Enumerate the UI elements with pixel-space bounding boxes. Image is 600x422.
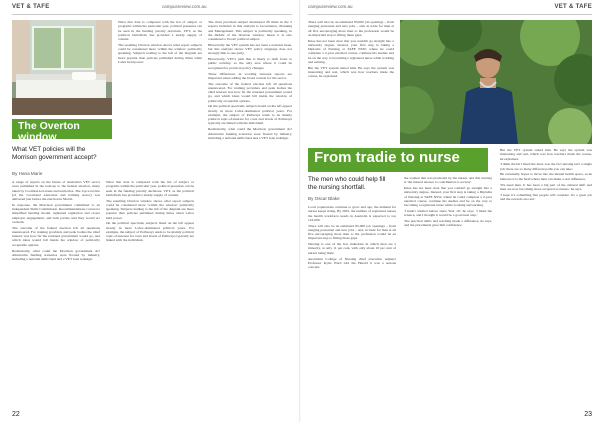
article-deck-left: What VET policies will the Morrison government accept? <box>12 146 97 161</box>
paragraph: He eventually hopes to move into the mental health space, as he believes it is the field where men can make a real difference. <box>500 172 592 181</box>
paragraph: The outcome of the federal election left all questions unanswered. For training providers and peak bodies the chief interest was how far the returned government would go, and which ideas would fall inside the window of politically acceptable options. <box>12 225 100 247</box>
paragraph: On the political spectrum, subjects listed on the left appear mostly in more Labor-dominated political years. For example, the subject of Pathways tends to be mainly political topic-of-interest for costs and levels of Pathways typically are linked with the individual. <box>106 221 194 243</box>
body-column-left-1 <box>12 180 100 402</box>
paragraph: The practical skills and teaching made a difference, he says, and the placements gave him confidence. <box>404 219 492 228</box>
section-label-right: VET & TAFE <box>554 4 592 10</box>
bedroom-window-photo <box>12 20 112 115</box>
paragraph: A range of reports on the future of Australia's VET sector were published in the lead-up to the federal election, many taken by Coalition-led states and territories. The Joyce review (of the vocational education and training sector) was delivered just before the election in March. <box>12 180 100 201</box>
body-column-right-2 <box>404 176 492 402</box>
paragraph: But the VET system suited him. He says the system was interesting and real, which was how teachers made the course, he explained. <box>308 65 394 79</box>
byline-left: By Hana Marie <box>12 171 43 176</box>
paragraph: There will also be an estimated 85,000 job openings – from unaging personnel and new jobs – and, in trade for men at all five encouraging more men to the profession would be an important step to filling these gaps. <box>308 20 394 37</box>
right-page <box>300 0 600 422</box>
body-column-right-top <box>308 20 394 144</box>
paragraph: Knee has not been clear that you couldn't go straight into a university degree. Instead, your first step is taking a Diploma of Nursing at TAFE NSW, where he could complete a 2-year enrolled course, continue his studies and be on the way to becoming a registered nurse while working and earning. <box>404 186 492 208</box>
paragraph: the women that was promoted by the nurses, and that nursing is 'the natural answer to contribution to society'. <box>404 176 492 185</box>
paragraph: What that data is compared with the list of subject or programs within the particular year, political pressures can be seen in the funding priority decisions. VET, as the political battlefield, has provided a steady supply of content. <box>118 20 202 41</box>
paragraph: Realistically, what could the Morrison government do? Alternative funding scenarios were floated by industry, including a national skills fund and a VET loan redesign. <box>12 248 100 262</box>
nurse-student-photo <box>400 20 592 144</box>
section-label-left: VET & TAFE <box>12 4 50 10</box>
article-deck-right: The men who could help fill the nursing shortfall. <box>308 176 386 191</box>
body-column-left-3 <box>208 20 292 402</box>
paragraph: Historically, VET's path that is likely to shift focus to public scrutiny, as the only area where it could be recognised for practical policy changes. <box>208 57 292 70</box>
byline-right: By Oscar Blake <box>308 196 340 201</box>
paragraph: Nursing is one of the few industries in which men are a minority, at only 11 per cent, with only about 10 per cent of nurses being male. <box>308 242 396 255</box>
article-headline-right: From tradie to nurse <box>308 148 488 172</box>
paragraph: The resulting Overton window shows what report subjects could be considered more 'within the window' politically speaking. Subjects leading to the left of the diagram are more popular than policies published during times when Labor held power. <box>106 198 194 220</box>
paragraph: The outcome of the federal election left all questions unanswered. For training providers and peak bodies the chief interest was how far the returned government would go, and which ideas would fall inside the window of politically acceptable options. <box>208 81 292 103</box>
paragraph: In response, the Morrison government committed to an independent Skills Commission. Recommendations covered a simplified funding model, tightened regulation and closer employer engagement, and both parties said they would act on them. <box>12 202 100 224</box>
paragraph: What that data is compared with the list of subject or programs within the particular year, political pressures can be seen in the funding priority decisions. VET, as the political battlefield, has provided a steady supply of content. <box>106 180 194 197</box>
paragraph: The most prevalent subject mentioned 28 times in the 5 reports included in this analysis is Governance, Planning and Management. This subject is politically speaking, in the middle of the Overton window, hence it is also considered a 'broad' political subject. <box>208 20 292 41</box>
page-number-right: 23 <box>584 411 592 418</box>
paragraph: The resulting Overton window shows what report subjects could be considered more 'within the window' politically speaking. Subjects leading to the left of the diagram are more popular than policies published during times when Labor held power. <box>118 42 202 64</box>
paragraph: 'I hadn't studied before since Year 10,' he says. 'I liked the science, and I thought it would be a good next step.' <box>404 208 492 218</box>
body-column-left-2 <box>106 180 194 402</box>
body-column-left-2-top <box>118 20 202 170</box>
paragraph: 'I hope it's something that people will consider. It's a great job and the rewards are real.' <box>500 192 592 201</box>
paragraph: Knee has not been clear that you couldn't go straight into a university degree. Instead, your first step is taking a Diploma of Nursing at TAFE NSW, where he could complete a 2-year enrolled course, continue his studies and be on the way to becoming a registered nurse while working and earning. <box>308 38 394 64</box>
paragraph: Realistically, what could the Morrison government do? Alternative funding scenarios were floated by industry, including a national skills fund and a VET loan redesign. <box>208 127 292 140</box>
paragraph: 'I think the bit I liked the most was the fact nursing isn't a single job; there are so many different paths you can take.' <box>500 162 592 171</box>
paragraph: There will also be an estimated 85,000 job openings – from unaging personnel and new jobs – and, in trade for men at all five encouraging more men to the profession would be an important step to filling these gaps. <box>308 223 396 241</box>
body-column-right-3 <box>500 148 592 402</box>
paragraph: But the VET system suited him. He says the system was interesting and real, which was how teachers made the course, he explained. <box>500 148 592 161</box>
header-rule-left <box>12 14 292 15</box>
site-url-left: campusreview.com.au <box>162 4 207 9</box>
body-column-right-1 <box>308 205 396 402</box>
paragraph: Australian College of Nursing chief executive Adjunct Professor Kylie Ward told the Herald it was a serious concern. <box>308 256 396 270</box>
paragraph: Local populations continue to grow and age, the demand for nurses keeps rising. By 2025, the number of registered nurses the health workforce needs in Australia is expected to top 123,000. <box>308 205 396 222</box>
page-number-left: 22 <box>12 411 20 418</box>
header-rule-right <box>308 14 592 15</box>
paragraph: 'We need men. It has been a big part of the cultural shift and men are now becoming more accepted as nurses,' he says. <box>500 182 592 191</box>
site-url-right: campusreview.com.au <box>308 4 353 9</box>
article-headline-left: The Overton window <box>12 119 112 139</box>
paragraph: On the political spectrum, subjects listed on the left appear mostly in more Labor-dominated political years. For example, the subject of Pathways tends to be mainly political topic-of-interest for costs and levels of Pathways typically are linked with the individual. <box>208 104 292 126</box>
paragraph: These differences in wording between reports are important when adding the broad context for the sector. <box>208 71 292 80</box>
paragraph: Historically the VET system has not been a national issue, but this analysis shows VET policy language does not strongly link to one party. <box>208 42 292 56</box>
